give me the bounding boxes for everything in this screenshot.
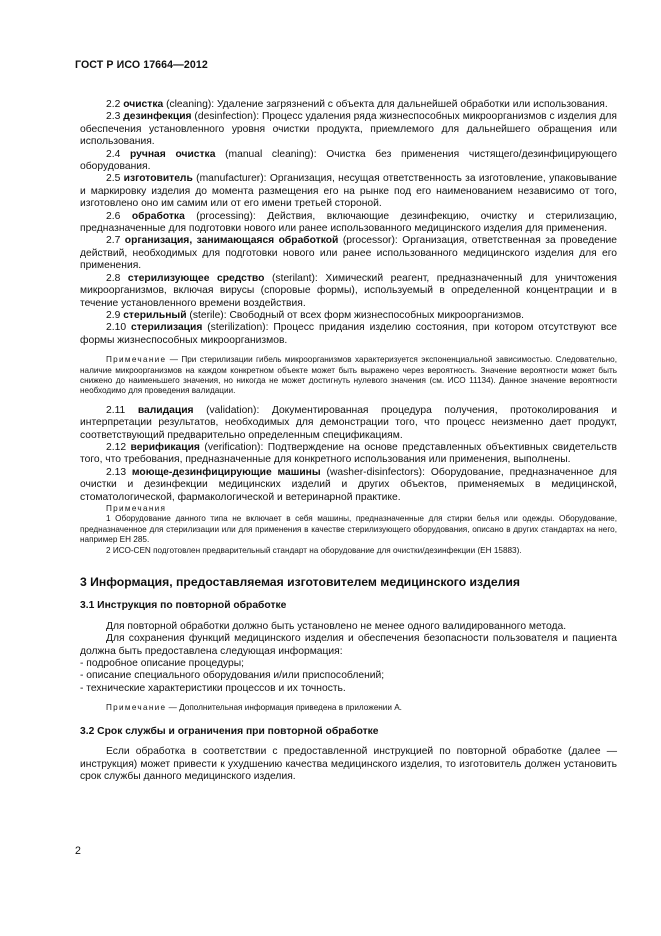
definition: 2.13 моюще-дезинфицирующие машины (washer-disinfectors): Оборудование, предназначенное для очистки и дезинфекции медицинских изделий и других объектов, применяемых в медицинской, стоматологической, фармакологической и ветеринарной практике. xyxy=(80,466,617,503)
note-item: 1 Оборудование данного типа не включает в себя машины, предназначенные для стирки белья или одежды. Оборудование, предназначенное для стерилизации или для применения в качестве стерилизующего оборудования, описано в других стандартах на него, например ЕН 285. xyxy=(80,514,617,545)
document-header: ГОСТ Р ИСО 17664—2012 xyxy=(75,59,208,71)
notes-label: Примечания xyxy=(106,504,167,513)
definition: 2.12 верификация (verification): Подтверждение на основе представленных объективных свидетельств того, что требования, предназначенные для конкретного использования или применения, выполнены. xyxy=(80,441,617,466)
section-3-2-heading: 3.2 Срок службы и ограничения при повторной обработке xyxy=(80,725,379,737)
definition: 2.2 очистка (cleaning): Удаление загрязнений с объекта для дальнейшей обработки или использования. xyxy=(106,99,608,110)
definition: 2.5 изготовитель (manufacturer): Организация, несущая ответственность за изготовление, упаковывание и маркировку изделия до момента размещения его на рынке под его наименованием независимо от того, изготовлено оно им самим или от его имени третьей стороной. xyxy=(80,173,617,210)
note-item: 2 ИСО-CEN подготовлен предварительный стандарт на оборудование для очистки/дезинфекции (ЕН 15883). xyxy=(106,545,522,555)
definition: 2.8 стерилизующее средство (sterilant): Химический реагент, предназначенный для уничтожения микроорганизмов, включая вирусы (споровые формы), используемый в определенной концентрации и в течение установленного времени воздействия. xyxy=(80,272,617,309)
definition: 2.11 валидация (validation): Документированная процедура получения, протоколирования и интерпретации результатов, необходимых для демонстрации того, что процесс неизменно дает продукт, соответствующий предварительно определенным спецификациям. xyxy=(80,404,617,441)
page-number: 2 xyxy=(75,845,81,857)
section-3-heading: 3 Информация, предоставляемая изготовителем медицинского изделия xyxy=(80,575,520,590)
definition: 2.9 стерильный (sterile): Свободный от всех форм жизнеспособных микроорганизмов. xyxy=(106,309,525,321)
note: Примечание — При стерилизации гибель микроорганизмов характеризуется экспоненциальной зависимостью. Следовательно, наличие микроорганизмов на каждом конкретном объекте может быть выражено через вероятность. Значение вероятности может быть снижено до наименьшего значения, но никогда не может достигнуть нулевого значения (см. ИСО 11134). Данное значение вероятности необходимо для проведения валидации. xyxy=(80,355,617,396)
list-item: - подробное описание процедуры; xyxy=(80,658,245,670)
list-item: - описание специального оборудования и/или приспособлений; xyxy=(80,670,385,682)
definition: 2.4 ручная очистка (manual cleaning): Очистка без применения чистящего/дезинфицирующего оборудования. xyxy=(80,148,617,173)
definition: 2.6 обработка (processing): Действия, включающие дезинфекцию, очистку и стерилизацию, предназначенные для подготовки нового или ранее использованного медицинского изделия для применения. xyxy=(80,210,617,235)
note: Примечание — Дополнительная информация приведена в приложении А. xyxy=(106,703,402,713)
list-item: - технические характеристики процессов и их точность. xyxy=(80,682,346,694)
document-body xyxy=(80,99,617,783)
section-3-1-heading: 3.1 Инструкция по повторной обработке xyxy=(80,600,287,612)
definition: 2.7 организация, занимающаяся обработкой (processor): Организация, ответственная за проведение действий, необходимых для подготовки нового или ранее использованного медицинского изделия для его применения. xyxy=(80,235,617,272)
paragraph: Для повторной обработки должно быть установлено не менее одного валидированного метода. xyxy=(106,620,567,632)
paragraph: Если обработка в соответствии с предоставленной инструкцией по повторной обработке (далее — инструкция) может привести к ухудшению качества медицинского изделия, то изготовитель должен установить срок службы данного медицинского изделия. xyxy=(80,746,617,782)
paragraph: Для сохранения функций медицинского изделия и обеспечения безопасности пользователя и пациента должна быть предоставлена следующая информация: xyxy=(80,633,617,657)
definition: 2.10 стерилизация (sterilization): Процесс придания изделию состояния, при котором отсутствуют все формы жизнеспособных микроорганизмов. xyxy=(80,322,617,346)
definition: 2.3 дезинфекция (desinfection): Процесс удаления ряда жизнеспособных микроорганизмов с изделия для обеспечения установленного уровня очистки продукта, приемлемого для дальнейшего обращения или использования. xyxy=(80,111,617,148)
